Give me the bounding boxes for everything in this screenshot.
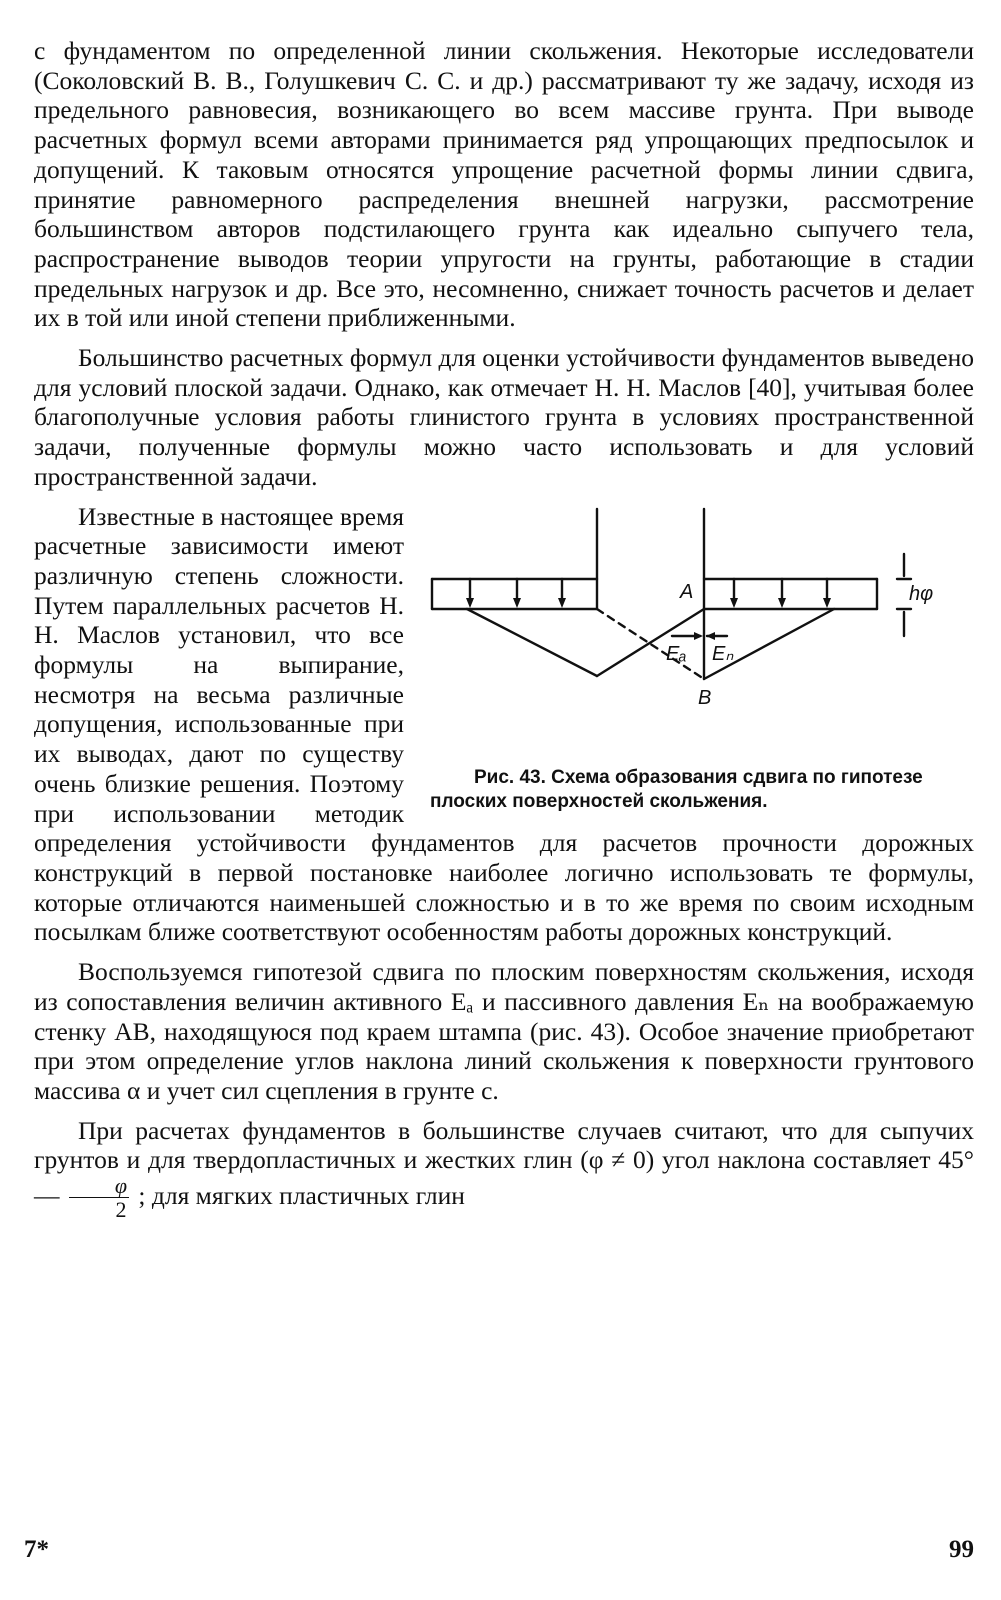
signature-mark: 7* bbox=[24, 1536, 49, 1563]
slip-line-left bbox=[467, 609, 597, 676]
paragraph-2: Большинство расчетных формул для оценки устойчивости фундаментов выведено для условий плоской задачи. Однако, как отмечает Н. Н. Маслов [40], учитывая более благополучные условия работы глинистого грунта в условиях пространственной задачи, полученные формулы можно часто использовать и для условий пространственной задачи. bbox=[34, 343, 974, 491]
paragraph-3-text: Известные в настоящее время расчетные зависимости имеют различную степень сложности. Путем параллельных расчетов Н. Н. Маслов установил, что все формулы на выпирание, несмотря на весьма различные допущения, использованные при их выводах, дают по существу очень близкие решения. Поэтому при использовании методик определения устойчивости фундаментов для расчетов прочности дорожных конструкций в первой постановке наиболее логично использовать те формулы, которые отличаются наименьшей сложностью и в то же время по своим исходным посылкам ближе соответствуют особенностям работы дорожных конструкций. bbox=[34, 501, 974, 947]
page-text bbox=[34, 36, 974, 1231]
fraction-numerator: φ bbox=[69, 1175, 129, 1198]
shear-scheme-diagram bbox=[422, 504, 974, 764]
figure-caption: Рис. 43. Схема образования сдвига по гипотезе плоских поверхностей скольжения. bbox=[430, 766, 923, 812]
paragraph-5 bbox=[34, 1116, 974, 1221]
paragraph-4: Воспользуемся гипотезой сдвига по плоским поверхностям скольжения, исходя из сопоставления величин активного Eₐ и пассивного давления Eₙ на воображаемую стенку AB, находящуюся под краем штампа (рис. 43). Особое значение приобретают при этом определение углов наклона линий скольжения к поверхности грунтового массива α и учет сил сцепления в грунте c. bbox=[34, 957, 974, 1105]
label-A: A bbox=[680, 580, 694, 603]
page-number: 99 bbox=[949, 1536, 974, 1563]
fraction-denominator: 2 bbox=[115, 1197, 127, 1223]
label-h: hφ bbox=[909, 582, 934, 605]
label-En: Eₙ bbox=[712, 642, 734, 665]
paragraph-5-after: ; для мягких пластичных глин bbox=[138, 1180, 465, 1210]
paragraph-3 bbox=[34, 502, 974, 948]
paragraph-1: с фундаментом по определенной линии скольжения. Некоторые исследователи (Соколовский В. В., Голушкевич С. С. и др.) рассматривают ту же задачу, исходя из предельного равновесия, возникающего во всем массиве грунта. При выводе расчетных формул всеми авторами принимается ряд упрощающих предпосылок и допущений. К таковым относятся упрощение расчетной формы линии сдвига, принятие равномерного распределения внешней нагрузки, рассмотрение большинством авторов подстилающего грунта как идеально сыпучего тела, распространение выводов теории упругости на грунты, работающие в стадии предельных нагрузок и др. Все это, несомненно, снижает точность расчетов и делает их в той или иной степени приближенными. bbox=[34, 36, 974, 333]
label-EA: Eₐ bbox=[666, 642, 687, 665]
paragraph-5-before: При расчетах фундаментов в большинстве случаев считают, что для сыпучих грунтов и для твердопластичных и жестких глин (φ ≠ 0) угол наклона составляет 45° — bbox=[34, 1115, 974, 1210]
figure-43 bbox=[422, 504, 974, 814]
label-B: B bbox=[698, 686, 712, 709]
fraction-phi-over-2 bbox=[69, 1175, 129, 1221]
